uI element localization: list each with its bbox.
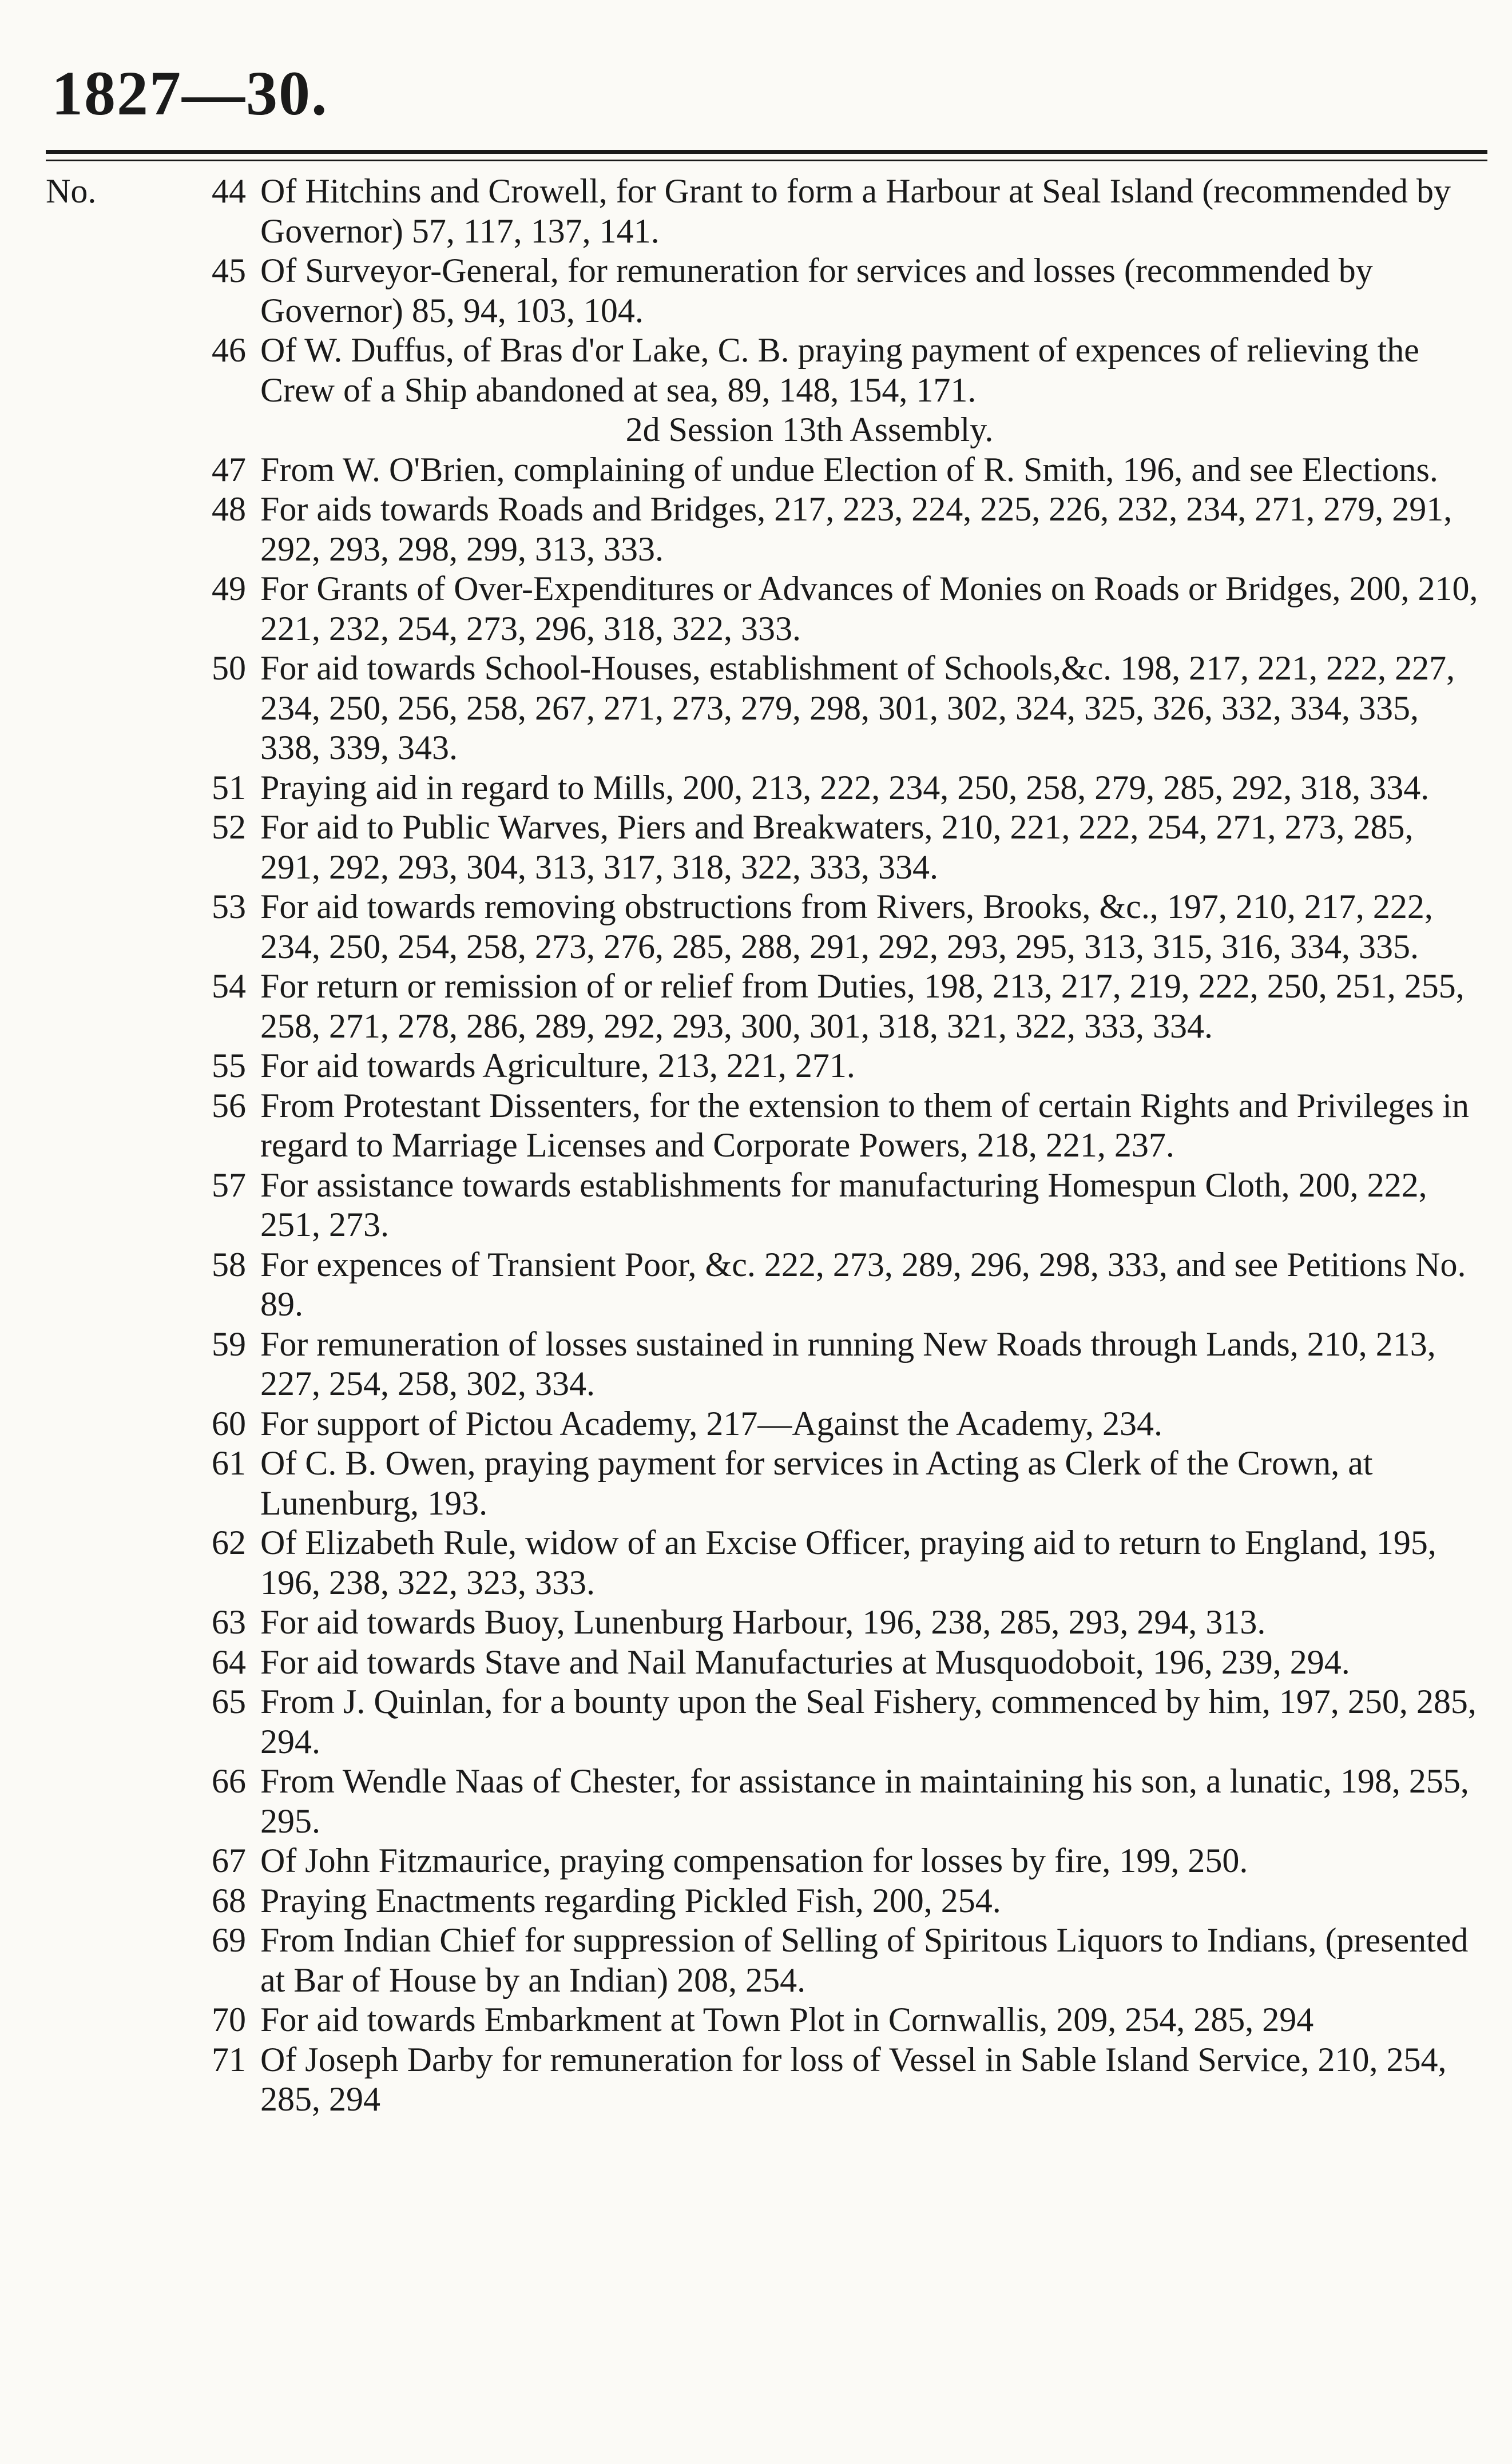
entry-text: For Grants of Over-Expenditures or Advances of Monies on Roads or Bridges, 200, 210, 221, 232, 254, 273, 296, 318, 322, 333. — [260, 570, 1478, 647]
entry-number: 59 — [212, 1325, 246, 1363]
entry-number: 49 — [212, 570, 246, 607]
list-item — [46, 172, 1482, 251]
list-item — [46, 1245, 1482, 1325]
list-item — [46, 1046, 1482, 1086]
page-year: 1827—30. — [51, 58, 328, 128]
entry-text: Of Joseph Darby for remuneration for loss of Vessel in Sable Island Service, 210, 254, 285, 294 — [260, 2040, 1447, 2118]
list-item — [46, 1325, 1482, 1404]
entry-number: 44 — [212, 172, 246, 210]
list-item — [46, 1921, 1482, 2000]
list-item — [46, 768, 1482, 808]
entry-number: 47 — [212, 450, 246, 488]
petition-list — [46, 172, 1482, 2120]
entry-text: Praying aid in regard to Mills, 200, 213, 222, 234, 250, 258, 279, 285, 292, 318, 334. — [260, 768, 1430, 806]
list-item — [46, 808, 1482, 887]
list-item — [46, 490, 1482, 569]
entry-number: 52 — [212, 808, 246, 846]
entry-text: For aid towards Stave and Nail Manufacturies at Musquodoboit, 196, 239, 294. — [260, 1643, 1350, 1681]
entry-number: 46 — [212, 331, 246, 369]
number-prefix: No. — [46, 172, 97, 210]
entry-number: 62 — [212, 1524, 246, 1561]
entry-text: From Protestant Dissenters, for the extension to them of certain Rights and Privileges in regard to Marriage Licenses and Corporate Powers, 218, 221, 237. — [260, 1086, 1469, 1164]
entry-number: 58 — [212, 1245, 246, 1283]
entry-number: 48 — [212, 490, 246, 528]
entry-text: For aid towards Agriculture, 213, 221, 271. — [260, 1047, 855, 1084]
entry-text: For expences of Transient Poor, &c. 222, 273, 289, 296, 298, 333, and see Petitions No. 89. — [260, 1245, 1466, 1323]
entry-number: 57 — [212, 1166, 246, 1204]
entry-number: 55 — [212, 1047, 246, 1084]
entry-text: Of Surveyor-General, for remuneration for services and losses (recommended by Governor) 85, 94, 103, 104. — [260, 252, 1373, 329]
entry-text: For aids towards Roads and Bridges, 217, 223, 224, 225, 226, 232, 234, 271, 279, 291, 292, 293, 298, 299, 313, 333. — [260, 490, 1453, 568]
entry-number: 50 — [212, 649, 246, 687]
entry-number: 66 — [212, 1762, 246, 1800]
list-item — [46, 1523, 1482, 1603]
entry-text: For return or remission of or relief from Duties, 198, 213, 217, 219, 222, 250, 251, 255, 258, 271, 278, 286, 289, 292, 293, 300, 301, 318, 321, 322, 333, 334. — [260, 967, 1465, 1045]
entry-number: 51 — [212, 768, 246, 806]
entry-number: 54 — [212, 967, 246, 1005]
entry-text: From J. Quinlan, for a bounty upon the Seal Fishery, commenced by him, 197, 250, 285, 294. — [260, 1683, 1477, 1760]
list-item — [46, 1643, 1482, 1683]
list-item — [46, 1444, 1482, 1523]
entry-number: 68 — [212, 1881, 246, 1919]
entry-number: 60 — [212, 1404, 246, 1442]
entry-number: 63 — [212, 1603, 246, 1641]
entry-text: For aid towards Embarkment at Town Plot in Cornwallis, 209, 254, 285, 294 — [260, 2001, 1314, 2038]
entry-number: 71 — [212, 2040, 246, 2078]
entry-number: 56 — [212, 1086, 246, 1124]
list-item — [46, 1603, 1482, 1643]
session-heading: 2d Session 13th Assembly. — [625, 411, 994, 448]
list-item — [46, 1404, 1482, 1444]
entry-text: From W. O'Brien, complaining of undue Election of R. Smith, 196, and see Elections. — [260, 450, 1438, 488]
list-item — [46, 1841, 1482, 1881]
list-item — [46, 1682, 1482, 1762]
entry-text: Of Elizabeth Rule, widow of an Excise Officer, praying aid to return to England, 195, 196, 238, 322, 323, 333. — [260, 1524, 1436, 1601]
entry-text: For aid to Public Warves, Piers and Breakwaters, 210, 221, 222, 254, 271, 273, 285, 291, 292, 293, 304, 313, 317, 318, 322, 333, 334. — [260, 808, 1414, 886]
list-item — [46, 887, 1482, 967]
list-item — [46, 649, 1482, 768]
list-item — [46, 1166, 1482, 1245]
list-item — [46, 2000, 1482, 2040]
entry-text: Of C. B. Owen, praying payment for services in Acting as Clerk of the Crown, at Lunenburg, 193. — [260, 1444, 1373, 1522]
list-item — [46, 251, 1482, 331]
entry-number: 64 — [212, 1643, 246, 1681]
entry-number: 61 — [212, 1444, 246, 1482]
entry-number: 65 — [212, 1683, 246, 1720]
entry-text: For aid towards Buoy, Lunenburg Harbour, 196, 238, 285, 293, 294, 313. — [260, 1603, 1266, 1641]
entry-text: From Indian Chief for suppression of Selling of Spiritous Liquors to Indians, (presented at Bar of House by an Indian) 208, 254. — [260, 1921, 1469, 1999]
entry-text: Of John Fitzmaurice, praying compensation for losses by fire, 199, 250. — [260, 1842, 1248, 1879]
entry-number: 69 — [212, 1921, 246, 1959]
entry-text: For support of Pictou Academy, 217—Against the Academy, 234. — [260, 1404, 1162, 1442]
entry-number: 67 — [212, 1842, 246, 1879]
list-item — [46, 1762, 1482, 1841]
header-rule — [46, 150, 1487, 161]
entry-text: For assistance towards establishments for manufacturing Homespun Cloth, 200, 222, 251, 273. — [260, 1166, 1427, 1243]
list-item — [46, 450, 1482, 490]
entry-number: 53 — [212, 888, 246, 925]
list-item — [46, 1086, 1482, 1166]
list-item — [46, 331, 1482, 410]
entry-number: 45 — [212, 252, 246, 289]
list-item — [46, 569, 1482, 649]
list-item — [46, 1881, 1482, 1921]
entry-text: For remuneration of losses sustained in running New Roads through Lands, 210, 213, 227, 254, 258, 302, 334. — [260, 1325, 1436, 1402]
entry-text: Of W. Duffus, of Bras d'or Lake, C. B. praying payment of expences of relieving the Crew of a Ship abandoned at sea, 89, 148, 154, 171. — [260, 331, 1419, 409]
entry-text: For aid towards School-Houses, establishment of Schools,&c. 198, 217, 221, 222, 227, 234, 250, 256, 258, 267, 271, 273, 279, 298, 301, 302, 324, 325, 326, 332, 334, 335, 338, 339, 343. — [260, 649, 1455, 766]
list-item — [46, 967, 1482, 1046]
entry-number: 70 — [212, 2001, 246, 2038]
page-header — [51, 40, 1482, 128]
entry-text: Praying Enactments regarding Pickled Fish, 200, 254. — [260, 1881, 1001, 1919]
entry-text: From Wendle Naas of Chester, for assistance in maintaining his son, a lunatic, 198, 255, 295. — [260, 1762, 1469, 1840]
list-item — [46, 2040, 1482, 2120]
entry-text: Of Hitchins and Crowell, for Grant to form a Harbour at Seal Island (recommended by Governor) 57, 117, 137, 141. — [260, 172, 1451, 250]
entry-text: For aid towards removing obstructions from Rivers, Brooks, &c., 197, 210, 217, 222, 234, 250, 254, 258, 273, 276, 285, 288, 291, 292, 293, 295, 313, 315, 316, 334, 335. — [260, 888, 1433, 965]
